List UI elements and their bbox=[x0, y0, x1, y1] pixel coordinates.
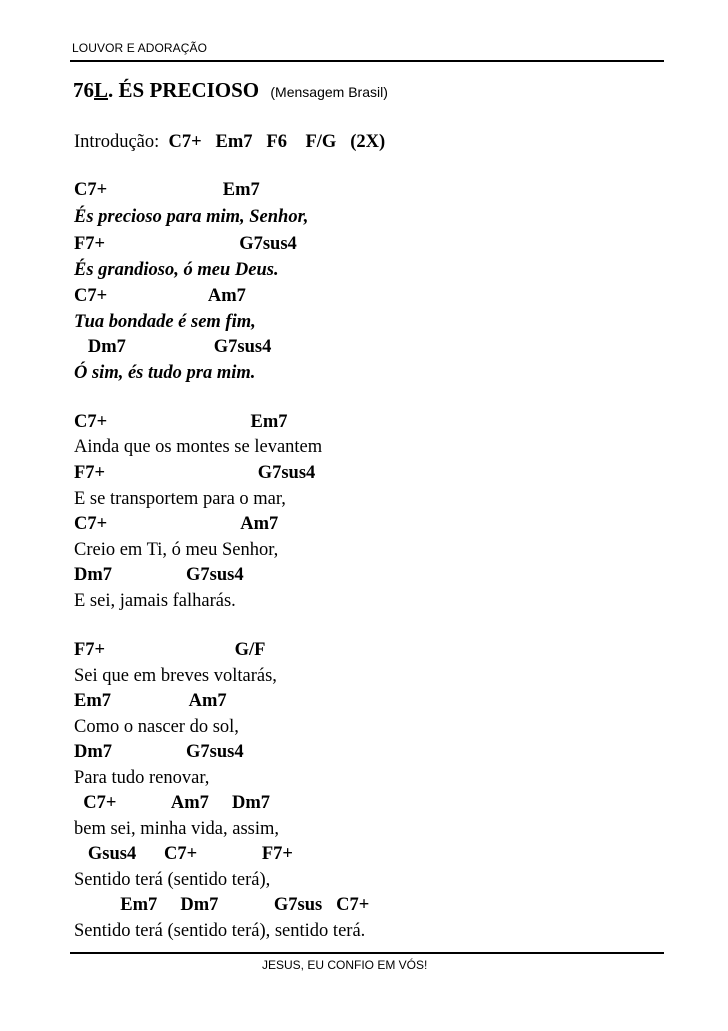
chord-line: Em7 Am7 bbox=[74, 691, 227, 711]
song-number-prefix: 76 bbox=[73, 78, 94, 102]
chord-line: C7+ Em7 bbox=[74, 412, 288, 432]
chord-line: C7+ Am7 bbox=[74, 286, 246, 306]
song-number bbox=[73, 78, 119, 102]
intro-line bbox=[74, 131, 385, 153]
lyric-line: És precioso para mim, Senhor, bbox=[74, 207, 309, 227]
song-title bbox=[73, 78, 388, 103]
song-number-letter: L bbox=[94, 78, 109, 102]
chord-line: Dm7 G7sus4 bbox=[74, 742, 244, 762]
chord-line: Dm7 G7sus4 bbox=[74, 337, 272, 357]
song-source: (Mensagem Brasil) bbox=[270, 84, 388, 100]
lyric-line: Tua bondade é sem fim, bbox=[74, 312, 256, 332]
lyric-line: Sentido terá (sentido terá), sentido terá. bbox=[74, 921, 366, 941]
chord-line: Gsus4 C7+ F7+ bbox=[74, 844, 293, 864]
chord-line: C7+ Am7 Dm7 bbox=[74, 793, 271, 813]
chord-line: C7+ Em7 bbox=[74, 180, 260, 200]
lyric-line: Sei que em breves voltarás, bbox=[74, 666, 277, 686]
chord-line: Dm7 G7sus4 bbox=[74, 565, 244, 585]
chord-line: F7+ G/F bbox=[74, 640, 266, 660]
lyric-line: bem sei, minha vida, assim, bbox=[74, 819, 280, 839]
lyric-line: E se transportem para o mar, bbox=[74, 489, 286, 509]
lyric-line: Ainda que os montes se levantem bbox=[74, 437, 323, 457]
chord-line: F7+ G7sus4 bbox=[74, 463, 316, 483]
intro-label: Introdução: bbox=[74, 132, 160, 152]
intro-chords: C7+ Em7 F6 F/G (2X) bbox=[168, 132, 386, 152]
lyric-line: Sentido terá (sentido terá), bbox=[74, 870, 271, 890]
lyric-line: Creio em Ti, ó meu Senhor, bbox=[74, 540, 279, 560]
song-number-suffix: . bbox=[108, 78, 119, 102]
lyric-line: E sei, jamais falharás. bbox=[74, 591, 236, 611]
footer-rule bbox=[70, 952, 664, 954]
chord-line: Em7 Dm7 G7sus C7+ bbox=[74, 895, 370, 915]
lyric-line: Como o nascer do sol, bbox=[74, 717, 239, 737]
header-rule bbox=[70, 60, 664, 62]
lyric-line: Para tudo renovar, bbox=[74, 768, 210, 788]
chord-line: F7+ G7sus4 bbox=[74, 234, 297, 254]
lyric-line: Ó sim, és tudo pra mim. bbox=[74, 363, 256, 383]
song-name: ÉS PRECIOSO bbox=[118, 78, 260, 102]
chord-line: C7+ Am7 bbox=[74, 514, 279, 534]
lyric-line: És grandioso, ó meu Deus. bbox=[74, 260, 279, 280]
header-label: LOUVOR E ADORAÇÃO bbox=[72, 41, 208, 55]
footer-label: JESUS, EU CONFIO EM VÓS! bbox=[262, 958, 428, 972]
